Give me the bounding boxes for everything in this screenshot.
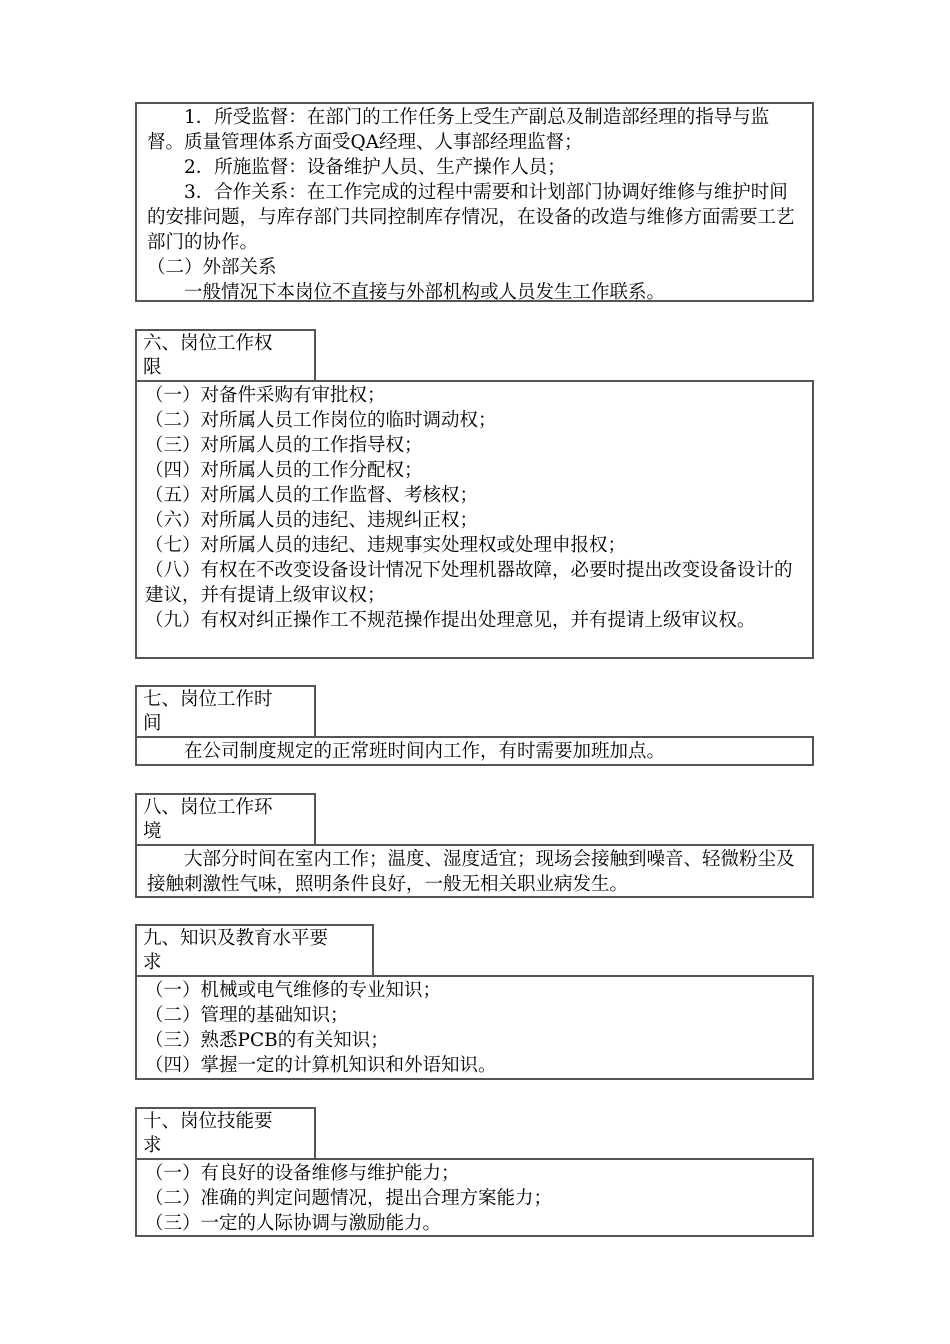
skill-item: （二）准确的判定问题情况，提出合理方案能力； [145,1188,553,1209]
section10-content-box [135,1158,814,1237]
authority-item: （二）对所属人员工作岗位的临时调动权； [145,410,497,431]
supervises-text: 2．所施监督：设备维护人员、生产操作人员； [184,157,566,178]
authority-item: （七）对所属人员的违纪、违规事实处理权或处理申报权； [145,535,627,556]
section7-heading: 七、岗位工作时 间 [135,685,316,737]
authority-item: （六）对所属人员的违纪、违规纠正权； [145,510,479,531]
section9-content-box [135,975,814,1080]
section7-content-box [135,736,814,766]
authority-item: （九）有权对纠正操作工不规范操作提出处理意见，并有提请上级审议权。 [145,610,756,631]
section10-heading: 十、岗位技能要 求 [135,1107,316,1159]
knowledge-item: （三）熟悉PCB的有关知识； [145,1030,389,1051]
authority-item: （八）有权在不改变设备设计情况下处理机器故障，必要时提出改变设备设计的建议，并有提请上级审议权； [145,560,793,606]
skill-item: （一）有良好的设备维修与维护能力； [145,1163,460,1184]
external-relations-text: 一般情况下本岗位不直接与外部机构或人员发生工作联系。 [184,282,666,303]
authority-item: （四）对所属人员的工作分配权； [145,460,423,481]
section8-heading: 八、岗位工作环 境 [135,793,316,845]
section9-heading: 九、知识及教育水平要 求 [135,924,374,976]
external-relations-heading: （二）外部关系 [147,257,277,278]
cooperation-text: 3．合作关系：在工作完成的过程中需要和计划部门协调好维修与维护时间的安排问题，与库存部门共同控制库存情况，在设备的改造与维修方面需要工艺部门的协作。 [147,182,795,253]
authority-item: （一）对备件采购有审批权； [145,385,386,406]
section8-content-box [135,844,814,898]
work-environment-text: 大部分时间在室内工作；温度、湿度适宜；现场会接触到噪音、轻微粉尘及接触刺激性气味，照明条件良好，一般无相关职业病发生。 [147,849,795,895]
section6-heading: 六、岗位工作权 限 [135,329,316,381]
work-time-text: 在公司制度规定的正常班时间内工作，有时需要加班加点。 [184,741,666,762]
knowledge-item: （二）管理的基础知识； [145,1005,349,1026]
section6-content-box [135,380,814,659]
knowledge-item: （一）机械或电气维修的专业知识； [145,980,442,1001]
supervised-by-text: 1．所受监督：在部门的工作任务上受生产副总及制造部经理的指导与监督。质量管理体系方面受QA经理、人事部经理监督； [147,107,770,153]
section5-content-box [135,102,814,302]
knowledge-item: （四）掌握一定的计算机知识和外语知识。 [145,1055,497,1076]
authority-item: （三）对所属人员的工作指导权； [145,435,423,456]
authority-item: （五）对所属人员的工作监督、考核权； [145,485,479,506]
skill-item: （三）一定的人际协调与激励能力。 [145,1213,442,1234]
